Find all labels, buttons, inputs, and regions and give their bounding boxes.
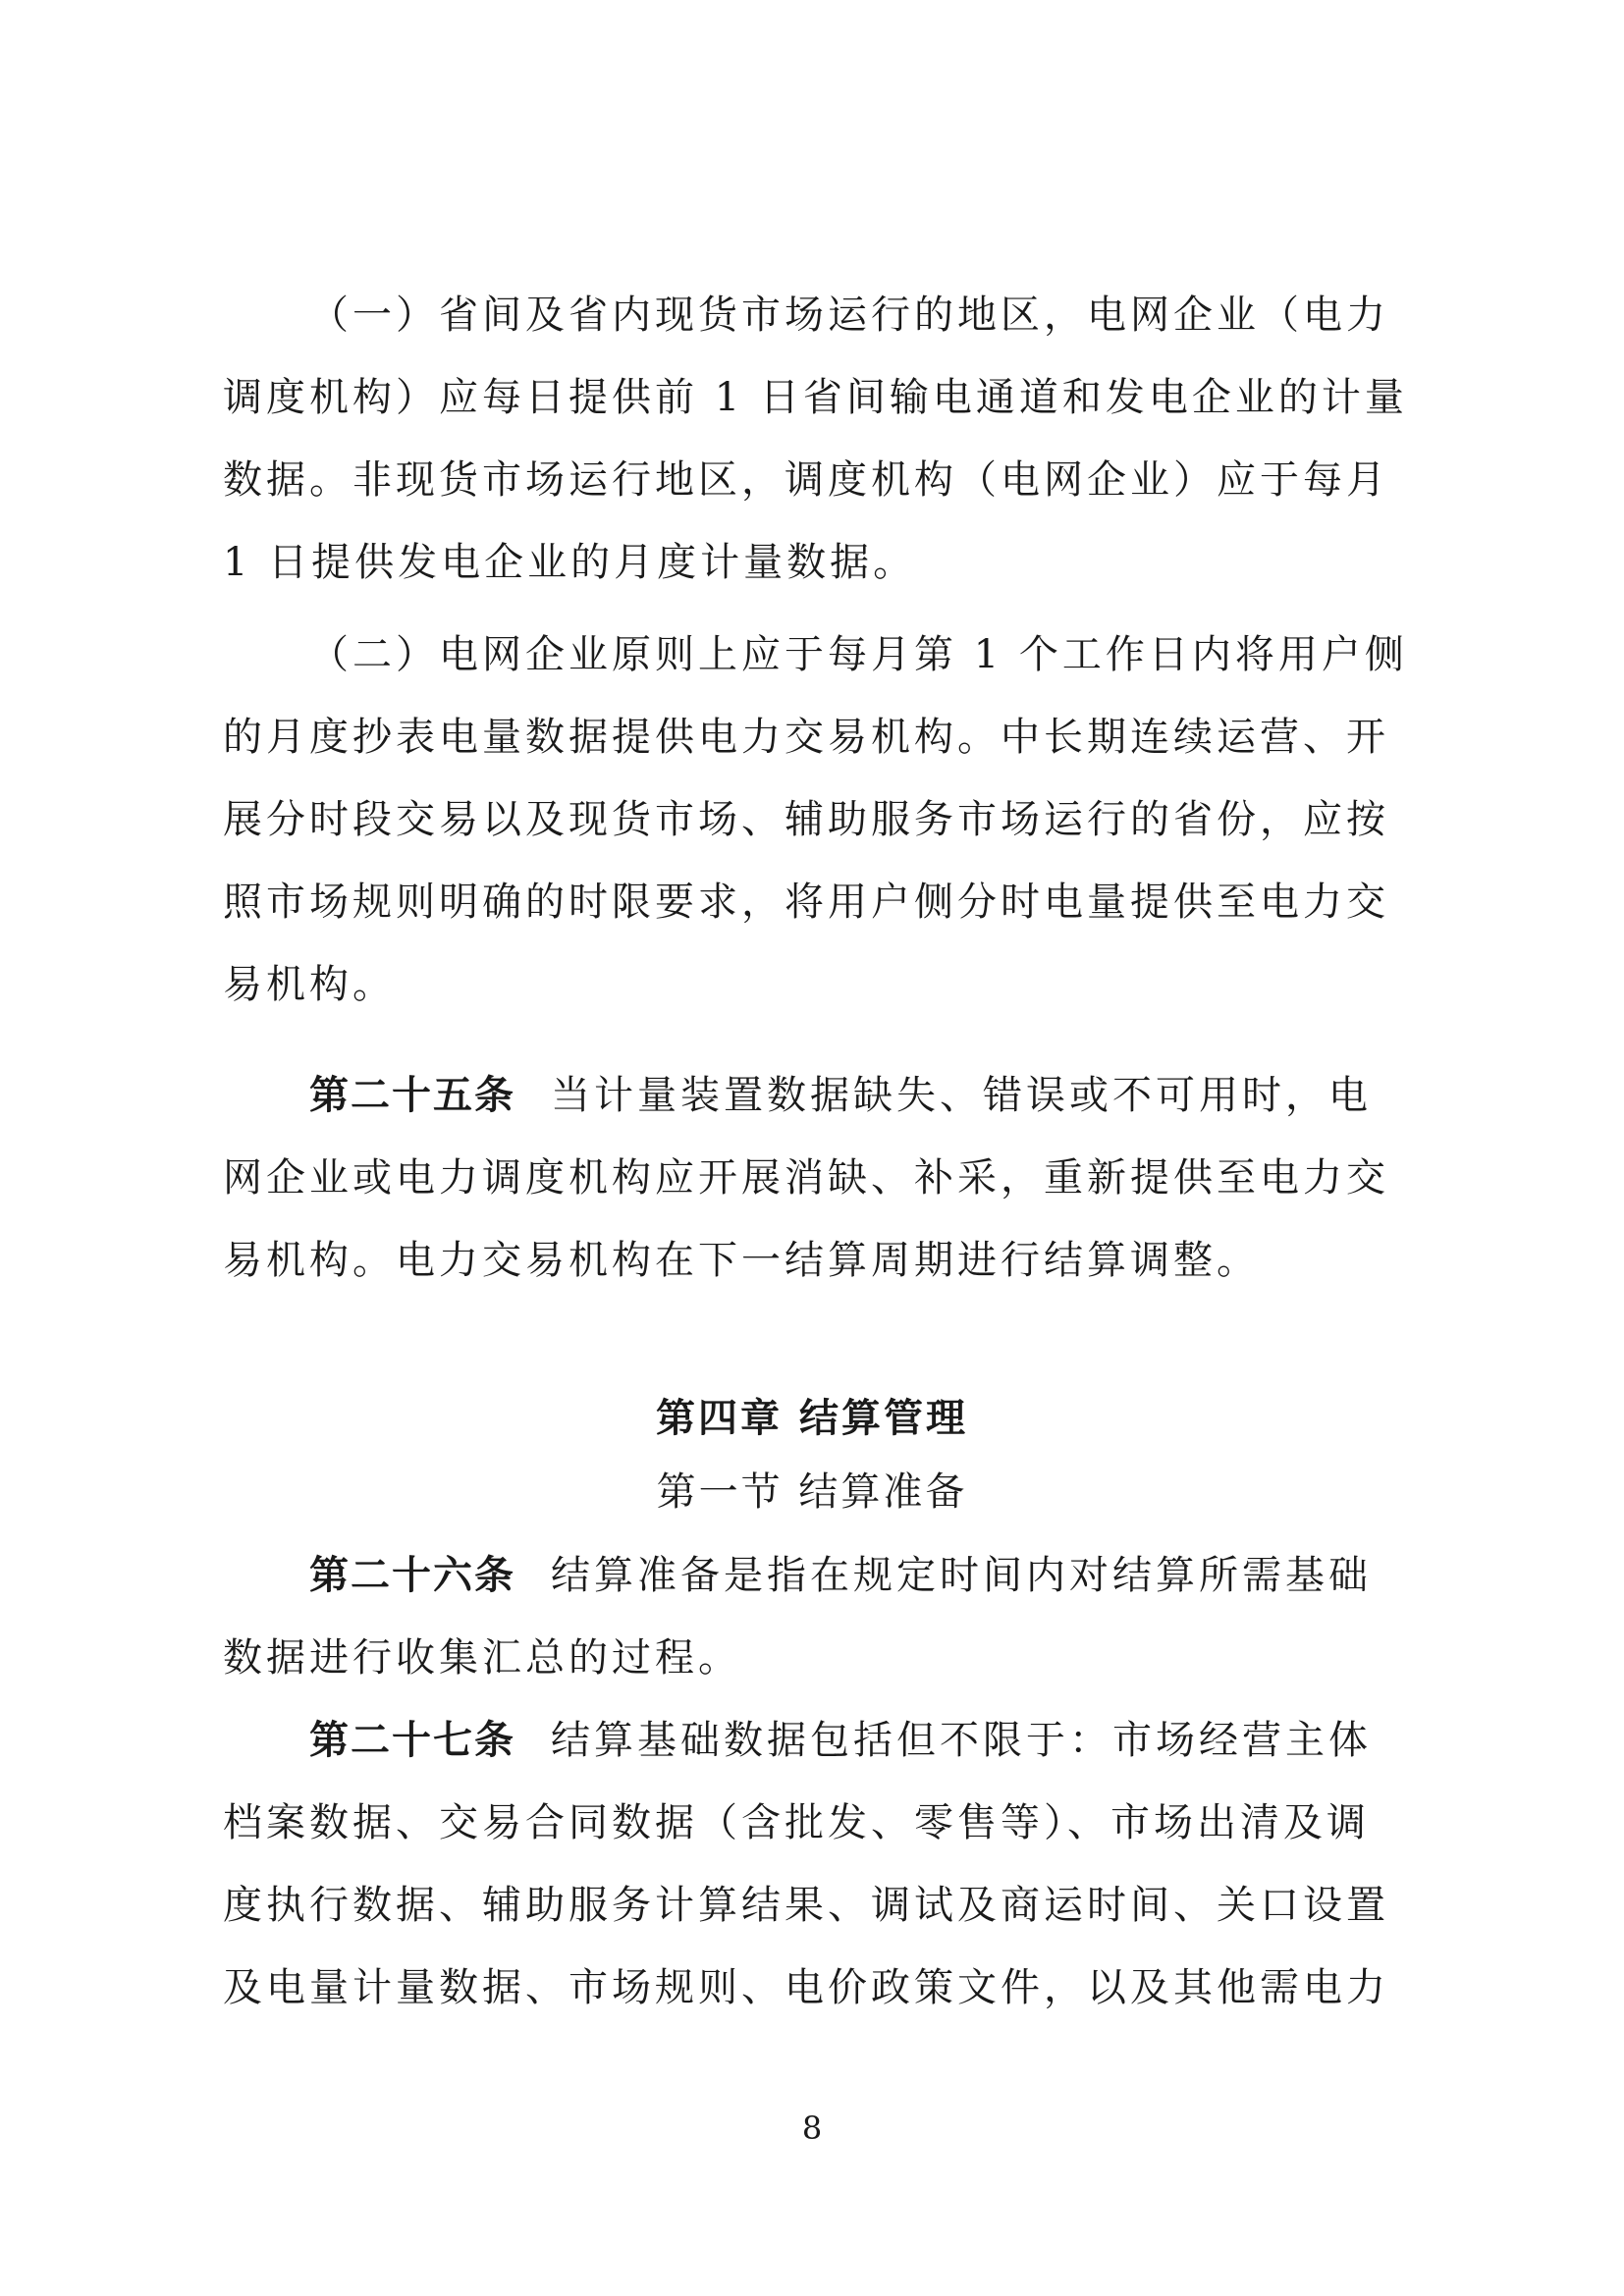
article-27-line-4: 及电量计量数据、市场规则、电价政策文件，以及其他需电力	[223, 1965, 1389, 2010]
article-25-line-1: 当计量装置数据缺失、错误或不可用时，电	[551, 1073, 1372, 1118]
article-27-line-3: 度执行数据、辅助服务计算结果、调试及商运时间、关口设置	[223, 1883, 1389, 1928]
article-25-line-3: 易机构。电力交易机构在下一结算周期进行结算调整。	[223, 1238, 1260, 1283]
paragraph-2-line-5: 易机构。	[223, 962, 396, 1007]
paragraph-1-line-2: 调度机构）应每日提供前 1 日省间输电通道和发电企业的计量	[223, 375, 1408, 420]
paragraph-1-line-4: 1 日提供发电企业的月度计量数据。	[223, 540, 917, 585]
article-25-line-2: 网企业或电力调度机构应开展消缺、补采，重新提供至电力交	[223, 1155, 1389, 1201]
article-27-line-1: 结算基础数据包括但不限于：市场经营主体	[551, 1718, 1372, 1763]
article-27-line-2: 档案数据、交易合同数据（含批发、零售等）、市场出清及调	[223, 1800, 1370, 1845]
article-27-title: 第二十七条	[309, 1718, 515, 1763]
paragraph-1-line-1: （一）省间及省内现货市场运行的地区，电网企业（电力	[309, 293, 1389, 338]
article-25-title: 第二十五条	[309, 1073, 515, 1118]
article-26-line-2: 数据进行收集汇总的过程。	[223, 1635, 741, 1681]
chapter-title: 第四章 结算管理	[656, 1396, 968, 1441]
article-27-first-line	[309, 1711, 1411, 1770]
article-26-line-1: 结算准备是指在规定时间内对结算所需基础	[551, 1553, 1372, 1598]
article-26-title: 第二十六条	[309, 1553, 515, 1598]
article-25-first-line	[309, 1066, 1411, 1125]
section-title: 第一节 结算准备	[656, 1469, 968, 1515]
paragraph-2-line-2: 的月度抄表电量数据提供电力交易机构。中长期连续运营、开	[223, 715, 1389, 760]
paragraph-2-line-3: 展分时段交易以及现货市场、辅助服务市场运行的省份，应按	[223, 797, 1389, 842]
paragraph-1-line-3: 数据。非现货市场运行地区，调度机构（电网企业）应于每月	[223, 457, 1389, 503]
article-26-first-line	[309, 1546, 1411, 1605]
page-number: 8	[801, 2109, 823, 2147]
paragraph-2-line-1: （二）电网企业原则上应于每月第 1 个工作日内将用户侧	[309, 632, 1408, 677]
paragraph-2-line-4: 照市场规则明确的时限要求，将用户侧分时电量提供至电力交	[223, 880, 1389, 925]
